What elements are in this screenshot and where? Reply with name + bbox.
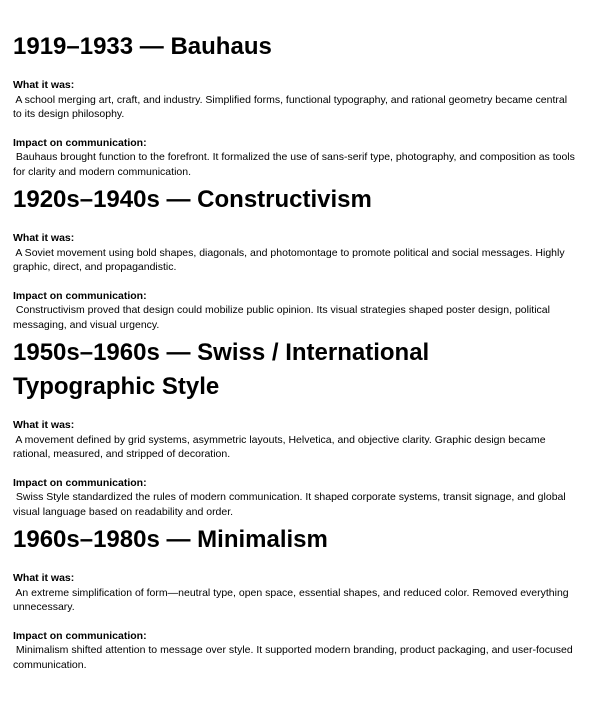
impact-text: Minimalism shifted attention to message over style. It supported modern branding, product packaging, and user-focused communication.	[13, 644, 573, 671]
section-minimalism	[13, 523, 576, 672]
what-it-was-block	[13, 418, 576, 462]
impact-label: Impact on communication:	[13, 136, 147, 149]
impact-label: Impact on communication:	[13, 289, 147, 302]
what-it-was-text: A Soviet movement using bold shapes, diagonals, and photomontage to promote political and social messages. Highly graphic, direct, and propagandistic.	[13, 246, 565, 273]
impact-text: Constructivism proved that design could mobilize public opinion. Its visual strategies shaped poster design, political messaging, and visual urgency.	[13, 304, 550, 331]
impact-text: Bauhaus brought function to the forefront. It formalized the use of sans-serif type, photography, and composition as tools for clarity and modern communication.	[13, 151, 575, 178]
what-it-was-block	[13, 231, 576, 275]
impact-block	[13, 629, 576, 673]
what-it-was-block	[13, 78, 576, 122]
what-it-was-text: An extreme simplification of form—neutral type, open space, essential shapes, and reduced color. Removed everything unnecessary.	[13, 586, 569, 613]
impact-block	[13, 476, 576, 520]
section-constructivism	[13, 183, 576, 332]
section-heading: 1919–1933 — Bauhaus	[13, 33, 272, 60]
what-it-was-label: What it was:	[13, 419, 75, 431]
what-it-was-label: What it was:	[13, 232, 75, 244]
impact-label: Impact on communication:	[13, 476, 147, 489]
section-heading: 1920s–1940s — Constructivism	[13, 186, 372, 213]
section-bauhaus	[13, 30, 576, 179]
section-heading: 1950s–1960s — Swiss / International Typographic Style	[13, 339, 430, 400]
what-it-was-text: A school merging art, craft, and industry. Simplified forms, functional typography, and rational geometry became central to its design philosophy.	[13, 93, 568, 120]
impact-text: Swiss Style standardized the rules of modern communication. It shaped corporate systems, transit signage, and global visual language based on readability and order.	[13, 491, 566, 518]
impact-block	[13, 289, 576, 333]
what-it-was-label: What it was:	[13, 572, 75, 584]
what-it-was-text: A movement defined by grid systems, asymmetric layouts, Helvetica, and objective clarity. Graphic design became rational, measured, and stripped of decoration.	[13, 433, 546, 460]
section-swiss-style	[13, 336, 576, 519]
what-it-was-label: What it was:	[13, 79, 75, 91]
what-it-was-block	[13, 571, 576, 615]
impact-label: Impact on communication:	[13, 629, 147, 642]
section-heading: 1960s–1980s — Minimalism	[13, 526, 328, 553]
impact-block	[13, 136, 576, 180]
